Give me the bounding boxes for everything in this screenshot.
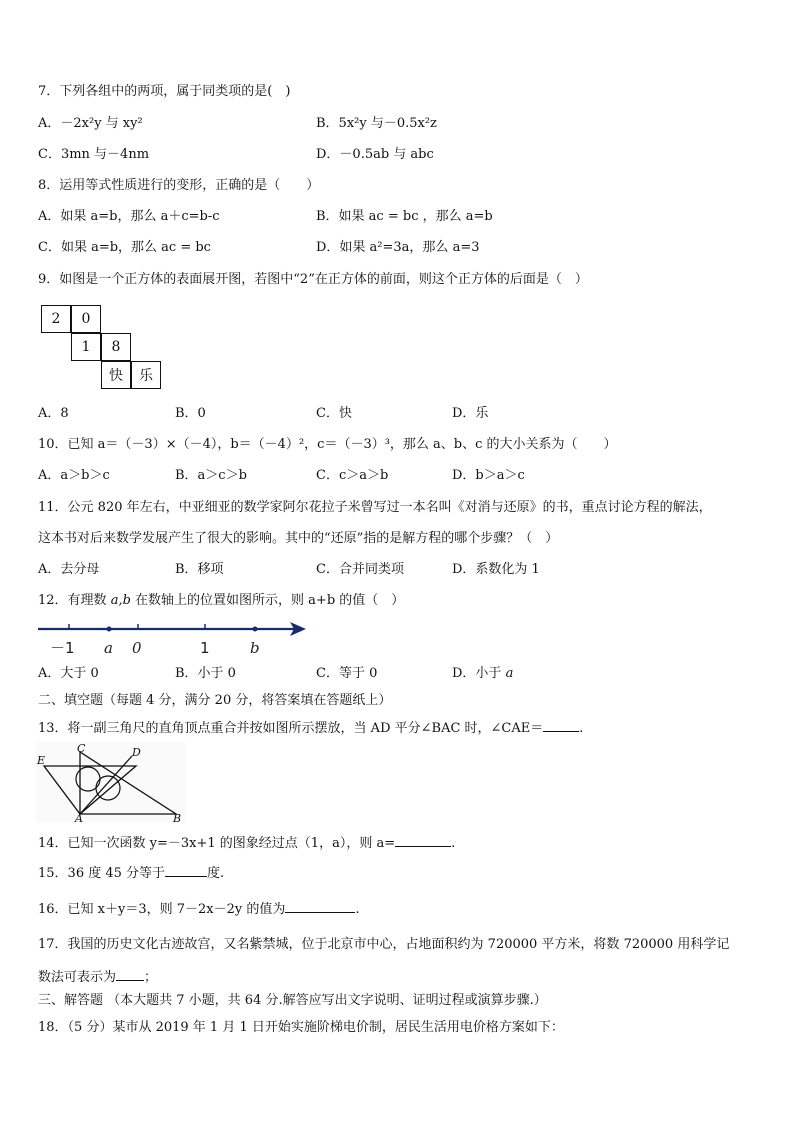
- q13-stem-text: 13．将一副三角尺的直角顶点重合并按如图所示摆放，当 AD 平分∠BAC 时，∠CAE＝: [38, 721, 544, 736]
- q13-tail: .: [579, 721, 584, 736]
- q12-stem-post: 在数轴上的位置如图所示，则 a+b 的值（ ）: [130, 593, 405, 608]
- q14-stem-text: 14．已知一次函数 y=－3x+1 的图象经过点（1，a），则 a=: [38, 836, 396, 851]
- label-minus-1: －1: [50, 639, 75, 657]
- q15-answer-blank[interactable]: [165, 864, 207, 877]
- q11-option-d: D．系数化为 1: [452, 562, 540, 577]
- q7-option-d: D．－0.5ab 与 abc: [316, 147, 434, 162]
- q17-stem-line2: [38, 968, 157, 986]
- q9-option-c: C．快: [316, 406, 352, 421]
- q10-option-b: B．a＞c＞b: [175, 468, 247, 483]
- point-b: [253, 627, 258, 632]
- triangle-rulers-figure: [36, 742, 186, 822]
- label-0: 0: [132, 639, 142, 657]
- q12-option-c: C．等于 0: [316, 666, 378, 681]
- q11-option-c: C．合并同类项: [316, 562, 404, 577]
- q17-answer-blank[interactable]: [116, 968, 144, 981]
- q14-answer-blank[interactable]: [395, 834, 451, 847]
- q16-tail: .: [355, 902, 360, 917]
- label-a: A: [75, 812, 83, 822]
- q11-stem-line1: 11．公元 820 年左右，中亚细亚的数学家阿尔花拉子米曾写过一本名叫《对消与还原》的书，重点讨论方程的解法，: [38, 500, 712, 515]
- net-cell-8: 8: [101, 333, 131, 361]
- q9-stem: 9．如图是一个正方体的表面展开图，若图中“2”在正方体的前面，则这个正方体的后面是（ ）: [38, 272, 588, 287]
- q17-stem-line1: 17．我国的历史文化古迹故宫，又名紫禁城，位于北京市中心，占地面积约为 720000 平方米，将数 720000 用科学记: [38, 937, 730, 952]
- q12-stem: [38, 593, 404, 609]
- q9-option-b: B．0: [175, 406, 206, 421]
- q12-option-d-pre: D．小于: [452, 666, 506, 681]
- q10-option-a: A．a＞b＞c: [38, 468, 110, 483]
- net-cell-kuai: 快: [101, 361, 131, 389]
- q13-stem: [38, 719, 583, 737]
- number-line-figure: [36, 618, 311, 660]
- section-2-heading: 二、填空题（每题 4 分，满分 20 分，将答案填在答题纸上）: [38, 693, 392, 708]
- q7-option-a: A．－2x²y 与 xy²: [38, 116, 143, 131]
- q11-option-a: A．去分母: [38, 562, 100, 577]
- q12-option-d: [452, 666, 513, 682]
- section-3-heading: 三、解答题 （本大题共 7 小题，共 64 分.解答应写出文字说明、证明过程或演算步骤.）: [38, 993, 547, 1008]
- q12-stem-var: a,b: [110, 593, 131, 608]
- q15-stem-text: 15．36 度 45 分等于: [38, 866, 166, 881]
- q7-option-b: B．5x²y 与－0.5x²z: [316, 116, 437, 131]
- label-1: 1: [200, 639, 210, 657]
- q15-tail: 度.: [207, 866, 225, 881]
- label-a: a: [104, 639, 113, 657]
- point-a: [107, 627, 112, 632]
- label-c: C: [77, 742, 86, 755]
- q9-option-a: A．8: [38, 406, 69, 421]
- q14-tail: .: [451, 836, 456, 851]
- q11-stem-line2: 这本书对后来数学发展产生了很大的影响。其中的“还原”指的是解方程的哪个步骤？（ ）: [38, 531, 559, 546]
- net-cell-1: 1: [71, 333, 101, 361]
- q12-option-d-var: a: [505, 666, 514, 681]
- q12-option-a: A．大于 0: [38, 666, 99, 681]
- q8-stem: 8．运用等式性质进行的变形，正确的是（ ）: [38, 178, 320, 193]
- net-cell-0: 0: [71, 305, 101, 333]
- q8-option-c: C．如果 a=b，那么 ac = bc: [38, 240, 211, 255]
- q17-stem-text: 数法可表示为: [38, 970, 117, 985]
- label-e: E: [37, 754, 46, 767]
- q13-answer-blank[interactable]: [543, 719, 579, 732]
- net-cell-2: 2: [41, 305, 71, 333]
- q10-option-c: C．c＞a＞b: [316, 468, 389, 483]
- net-cell-le: 乐: [131, 361, 161, 389]
- q8-option-a: A．如果 a=b，那么 a＋c=b-c: [38, 209, 220, 224]
- q8-option-d: D．如果 a²=3a，那么 a=3: [316, 240, 480, 255]
- q7-stem: 7．下列各组中的两项，属于同类项的是( ): [38, 84, 291, 99]
- q10-stem: 10．已知 a＝（－3）×（－4），b＝（－4）²，c＝（－3）³，那么 a、b、c 的大小关系为（ ）: [38, 437, 617, 452]
- label-b: B: [173, 812, 182, 822]
- q7-option-c: C．3mn 与－4nm: [38, 147, 150, 162]
- label-d: D: [132, 746, 141, 759]
- q9-option-d: D．乐: [452, 406, 489, 421]
- label-b: b: [250, 639, 260, 657]
- q14-stem: [38, 834, 455, 852]
- q12-option-b: B．小于 0: [175, 666, 236, 681]
- q12-stem-pre: 12．有理数: [38, 593, 111, 608]
- q8-option-b: B．如果 ac = bc ，那么 a=b: [316, 209, 493, 224]
- q10-option-d: D．b＞a＞c: [452, 468, 525, 483]
- q16-answer-blank[interactable]: [285, 900, 355, 913]
- q15-stem: [38, 864, 224, 882]
- q16-stem-text: 16．已知 x＋y＝3，则 7－2x－2y 的值为: [38, 902, 286, 917]
- q16-stem: [38, 900, 360, 918]
- q18-stem: 18．（5 分）某市从 2019 年 1 月 1 日开始实施阶梯电价制，居民生活用电价格方案如下：: [38, 1020, 564, 1035]
- q17-tail: ；: [144, 970, 158, 985]
- q11-option-b: B．移项: [175, 562, 224, 577]
